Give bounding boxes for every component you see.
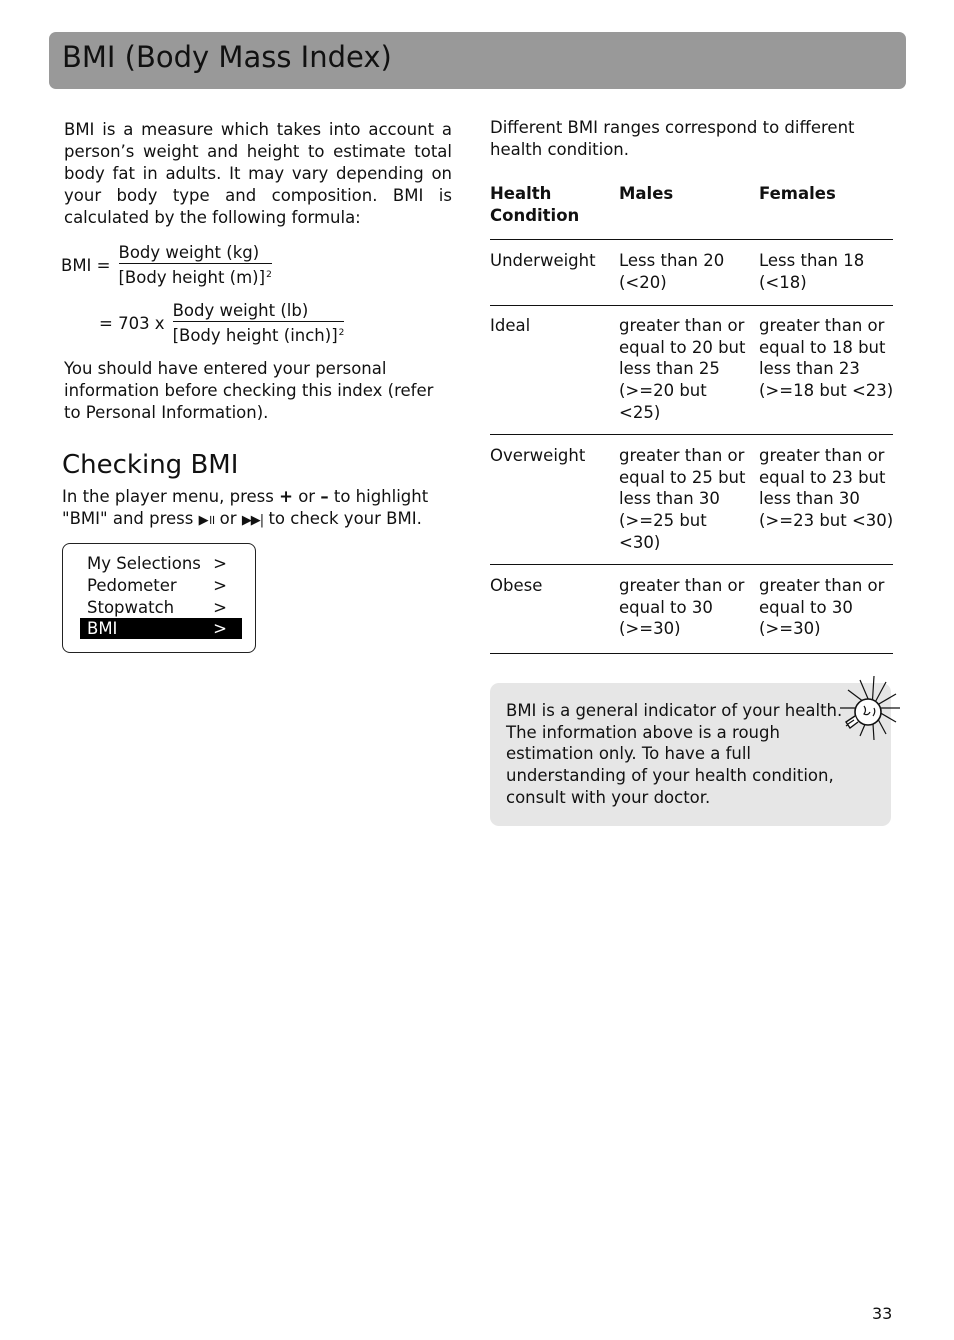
table-row — [490, 239, 893, 304]
table-row — [490, 434, 893, 563]
howto-or-2: or — [219, 509, 237, 528]
menu-item-bmi[interactable] — [80, 618, 242, 639]
howto-or-1: or — [298, 487, 316, 506]
menu-item-stopwatch[interactable] — [80, 597, 242, 618]
formula-imperial-fraction — [173, 300, 345, 347]
table-cell-condition: Underweight — [490, 251, 596, 270]
table-cell-females: greater than or equal to 30 (>=30) — [759, 576, 885, 639]
formula-metric-denominator-wrap — [119, 264, 272, 289]
intro-paragraph: BMI is a measure which takes into account a person’s weight and height to estimate total body fat in adults. It may vary depending on your body type and composition. BMI is calculated by the following formula: — [64, 120, 452, 227]
menu-item-label: Stopwatch — [87, 598, 175, 617]
table-cell-males: greater than or equal to 20 but less than 25 (>=20 but <25) — [619, 316, 746, 422]
menu-item-label: My Selections — [87, 554, 201, 573]
table-row — [490, 305, 893, 434]
formula-metric-denominator: [Body height (m)] — [118, 268, 266, 287]
table-cell-condition: Ideal — [490, 316, 531, 335]
howto-text-2: to highlight "BMI" and press — [62, 487, 429, 528]
table-cell-males: greater than or equal to 30 (>=30) — [619, 576, 745, 639]
formula-metric — [61, 242, 272, 289]
menu-item-label: Pedometer — [87, 576, 177, 595]
formula-metric-fraction — [119, 242, 272, 289]
minus-key: – — [320, 487, 329, 506]
chevron-right-icon: > — [213, 619, 227, 638]
page-number: 33 — [872, 1304, 893, 1323]
formula-imperial-denominator-wrap — [173, 322, 345, 347]
page-title: BMI (Body Mass Index) — [62, 40, 392, 74]
menu-item-my-selections[interactable] — [80, 553, 242, 574]
player-menu — [62, 543, 256, 653]
table-cell-condition: Overweight — [490, 446, 586, 465]
chevron-right-icon: > — [213, 598, 227, 617]
lightbulb-icon — [830, 672, 902, 744]
formula-imperial-exponent: 2 — [338, 328, 345, 338]
formula-metric-numerator: Body weight (kg) — [119, 242, 272, 264]
table-cell-females: greater than or equal to 23 but less than 30 (>=23 but <30) — [759, 446, 894, 531]
menu-item-pedometer[interactable] — [80, 575, 242, 596]
table-row — [490, 564, 893, 654]
table-header-females: Females — [759, 184, 836, 203]
formula-imperial-numerator: Body weight (lb) — [173, 300, 345, 322]
table-cell-females: Less than 18 (<18) — [759, 251, 865, 292]
title-bar — [49, 32, 906, 89]
formula-imperial-lead: = 703 x — [99, 314, 165, 333]
chevron-right-icon: > — [213, 554, 227, 573]
formula-imperial — [99, 300, 344, 347]
table-cell-males: greater than or equal to 25 but less than 30 (>=25 but <30) — [619, 446, 746, 552]
howto-paragraph — [62, 486, 454, 532]
table-header-condition: Health Condition — [490, 184, 580, 225]
table-cell-condition: Obese — [490, 576, 543, 595]
chevron-right-icon: > — [213, 576, 227, 595]
ranges-intro: Different BMI ranges correspond to different health condition. — [490, 118, 855, 159]
play-pause-icon: ▶॥ — [198, 513, 215, 528]
plus-key: + — [279, 487, 293, 506]
personal-info-note: You should have entered your personal information before checking this index (refer to Personal Information). — [64, 359, 434, 422]
formula-metric-lead: BMI = — [61, 256, 111, 275]
menu-item-label: BMI — [87, 619, 118, 638]
tip-text: BMI is a general indicator of your health. The information above is a rough estimation only. To have a full understanding of your health condition, consult with your doctor. — [506, 701, 843, 807]
table-header-males: Males — [619, 184, 674, 203]
section-heading: Checking BMI — [62, 450, 239, 480]
table-cell-females: greater than or equal to 18 but less than 23 (>=18 but <23) — [759, 316, 894, 401]
skip-forward-icon: ▶▶| — [241, 513, 264, 528]
formula-metric-exponent: 2 — [266, 270, 272, 280]
formula-imperial-denominator: [Body height (inch)] — [172, 326, 338, 345]
howto-text-3: to check your BMI. — [268, 509, 422, 528]
table-cell-males: Less than 20 (<20) — [619, 251, 725, 292]
howto-text-1: In the player menu, press — [62, 487, 274, 506]
